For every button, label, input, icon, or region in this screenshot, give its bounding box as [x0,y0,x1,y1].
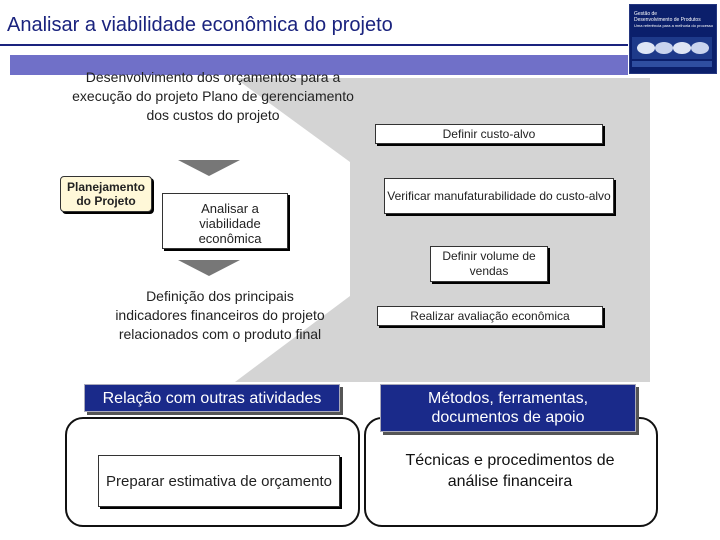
phase-label: Planejamento do Projeto [66,180,146,208]
step-label-3: Definir volume de vendas [442,249,536,278]
inputs-text: Desenvolvimento dos orçamentos para a execução do projeto Plano de gerenciamento dos custos do projeto [72,69,354,123]
step-label-2: Verificar manufaturabilidade do custo-alvo [387,188,611,203]
step-label-4: Realizar avaliação econômica [410,308,570,323]
phase-box[interactable] [60,176,152,212]
methods-button-label: Métodos, ferramentas, documentos de apoio [427,390,589,426]
step-label-1: Definir custo-alvo [442,126,536,141]
page-title: Analisar a viabilidade econômica do projeto [7,14,393,36]
relation-button-label: Relação com outras atividades [102,389,322,407]
methods-item: Técnicas e procedimentos de análise financeira [405,452,615,490]
step-box-3[interactable] [430,246,548,282]
relation-button[interactable] [84,384,340,412]
step-box-2[interactable] [384,178,614,214]
step-box-4[interactable] [377,306,603,326]
relation-item-label: Preparar estimativa de orçamento [106,472,332,490]
down-arrow-1-icon [178,160,240,176]
activity-box[interactable] [162,193,288,249]
methods-button[interactable] [380,384,636,432]
outputs-text: Definição dos principais indicadores financeiros do projeto relacionados com o produto final [115,288,325,342]
logo-line-2: Desenvolvimento de Produtos [634,17,701,23]
activity-label: Analisar a viabilidade econômica [198,200,262,246]
logo-line-1: Gestão de [634,11,658,17]
relation-item-box[interactable] [98,455,340,507]
step-box-1[interactable] [375,124,603,144]
logo-line-3: Uma referência para a melhoria do processo [634,23,714,28]
down-arrow-2-icon [178,260,240,276]
